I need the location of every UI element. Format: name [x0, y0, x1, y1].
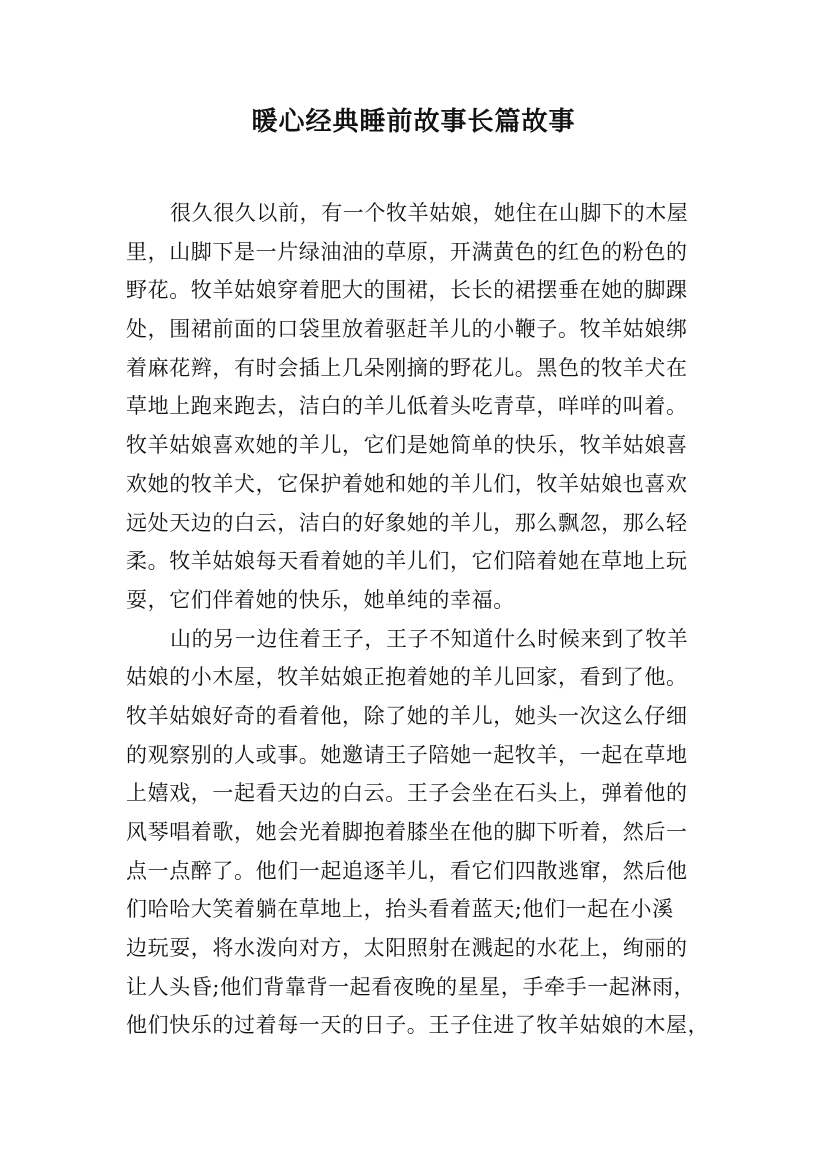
document-body [126, 194, 708, 1045]
text-line: 牧羊姑娘喜欢她的羊儿，它们是她简单的快乐，牧羊姑娘喜 [126, 433, 688, 458]
text-line: 野花。牧羊姑娘穿着肥大的围裙，长长的裙摆垂在她的脚踝 [126, 278, 688, 303]
text-line: 风琴唱着歌，她会光着脚抱着膝坐在他的脚下听着，然后一 [126, 820, 688, 844]
text-line: 里，山脚下是一片绿油油的草原，开满黄色的红色的粉色的 [126, 239, 688, 264]
document-title: 暖心经典睡前故事长篇故事 [251, 107, 576, 137]
text-line: 让人头昏;他们背靠背一起看夜晚的星星，手牵手一起淋雨， [126, 974, 696, 999]
text-line: 姑娘的小木屋，牧羊姑娘正抱着她的羊儿回家，看到了他。 [126, 665, 688, 690]
text-line: 上嬉戏，一起看天边的白云。王子会坐在石头上，弹着他的 [126, 781, 688, 806]
text-line: 着麻花辫，有时会插上几朵刚摘的野花儿。黑色的牧羊犬在 [126, 355, 688, 380]
text-line: 边玩耍，将水泼向对方，太阳照射在溅起的水花上，绚丽的 [126, 936, 688, 961]
text-line: 远处天边的白云，洁白的好象她的羊儿，那么飘忽，那么轻 [126, 510, 688, 535]
text-line: 很久很久以前，有一个牧羊姑娘，她住在山脚下的木屋 [170, 201, 689, 225]
text-line: 柔。牧羊姑娘每天看着她的羊儿们，它们陪着她在草地上玩 [126, 549, 688, 574]
text-line: 山的另一边住着王子，王子不知道什么时候来到了牧羊 [170, 626, 689, 651]
text-line: 处，围裙前面的口袋里放着驱赶羊儿的小鞭子。牧羊姑娘绑 [126, 317, 688, 342]
text-line: 耍，它们伴着她的快乐，她单纯的幸福。 [126, 587, 515, 612]
text-line: 们哈哈大笑着躺在草地上，抬头看着蓝天;他们一起在小溪 [126, 897, 674, 922]
text-line: 点一点醉了。他们一起追逐羊儿，看它们四散逃窜，然后他 [126, 858, 688, 883]
text-line: 的观察别的人或事。她邀请王子陪她一起牧羊，一起在草地 [126, 742, 688, 767]
text-line: 他们快乐的过着每一天的日子。王子住进了牧羊姑娘的木屋， [126, 1013, 710, 1038]
text-line: 牧羊姑娘好奇的看着他，除了她的羊儿，她头一次这么仔细 [126, 703, 688, 728]
text-line: 草地上跑来跑去，洁白的羊儿低着头吃青草，咩咩的叫着。 [126, 394, 688, 419]
text-line: 欢她的牧羊犬，它保护着她和她的羊儿们，牧羊姑娘也喜欢 [126, 471, 688, 496]
